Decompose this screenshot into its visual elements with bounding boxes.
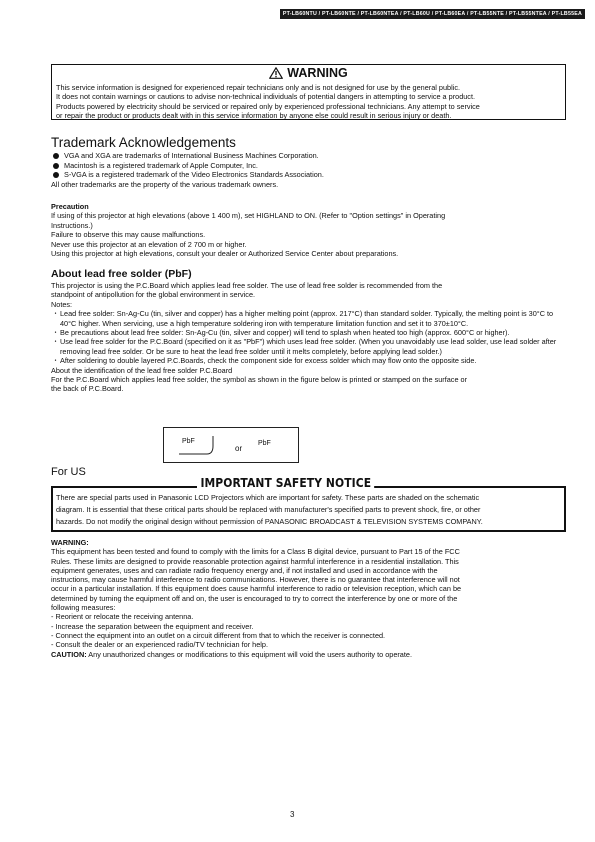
note-bullet-icon: ・ <box>51 328 60 338</box>
note-item <box>51 337 571 356</box>
fcc-warning-section <box>51 538 573 659</box>
lead-free-intro: standpoint of antipollution for the global environment in service. <box>51 290 256 300</box>
note-bullet-icon: ・ <box>51 337 60 347</box>
precaution-section <box>51 202 571 258</box>
warning-line: or repair the product or products dealt with in this service information by anyone else could result in serious injury or death. <box>56 110 452 120</box>
pbf-symbol-figure <box>163 427 299 463</box>
note-text: Use lead free solder for the P.C.Board (specified on it as "PbF") which uses lead free solder. (When you unavoidably use lead solder, use lead solder after removing lead free solder. Or be sure to heat the lead free solder until it melts completely, before applying lead solder.) <box>60 337 557 356</box>
lead-free-heading: About lead free solder (PbF) <box>51 268 192 280</box>
trademark-item <box>51 170 566 180</box>
fcc-measure: - Connect the equipment into an outlet on a circuit different from that to which the receiver is connected. <box>51 630 386 640</box>
precaution-title: Precaution <box>51 202 89 211</box>
model-numbers-header: PT-LB60NTU / PT-LB60NTE / PT-LB60NTEA / PT-LB60U / PT-LB60EA / PT-LB55NTE / PT-LB55NTEA / PT-LB55EA <box>280 9 585 19</box>
identification-line: For the P.C.Board which applies lead free solder, the symbol as shown in the figure below is printed or stamped on the surface or <box>51 375 468 385</box>
fcc-measure: - Consult the dealer or an experienced radio/TV technician for help. <box>51 640 269 650</box>
fcc-line: Rules. These limits are designed to provide reasonable protection against harmful interference in a residential installation. This <box>51 556 459 566</box>
pbf-label: PbF <box>182 438 195 445</box>
note-bullet-icon: ・ <box>51 356 60 366</box>
warning-box <box>51 64 566 120</box>
caution-text: Any unauthorized changes or modifications to this equipment will void the users authority to operate. <box>86 649 412 659</box>
fcc-line: instructions, may cause harmful interference to radio communications. However, there is no guarantee that interference will not <box>51 575 460 585</box>
fcc-caution <box>51 650 573 659</box>
for-us-label: For US <box>51 466 86 478</box>
fcc-line: equipment generates, uses and can radiate radio frequency energy and, if not installed and used in accordance with the <box>51 565 438 575</box>
fcc-title: WARNING: <box>51 538 89 547</box>
trademark-item-text: S-VGA is a registered trademark of the Video Electronics Standards Association. <box>64 170 324 180</box>
fcc-line: This equipment has been tested and found to comply with the limits for a Class B digital device, pursuant to Part 15 of the FCC <box>51 547 460 557</box>
notes-label: Notes: <box>51 299 73 309</box>
trademark-item-text: Macintosh is a registered trademark of Apple Computer, Inc. <box>64 160 258 170</box>
bullet-icon <box>53 153 59 159</box>
precaution-line: Instructions.) <box>51 220 93 230</box>
precaution-line: Never use this projector at an elevation of 2 700 m or higher. <box>51 239 247 249</box>
warning-text <box>52 83 565 120</box>
identification-line: the back of P.C.Board. <box>51 384 124 394</box>
precaution-line: If using of this projector at high elevations (above 1 400 m), set HIGHLAND to ON. (Refer to "Option settings" in Operating <box>51 211 446 221</box>
fcc-measure: - Increase the separation between the equipment and receiver. <box>51 621 254 631</box>
trademark-item-text: VGA and XGA are trademarks of International Business Machines Corporation. <box>64 151 319 160</box>
fcc-line: following measures: <box>51 603 116 613</box>
safety-notice-line: hazards. Do not modify the original design without permission of PANASONIC BROADCAST & TELEVISION SYSTEMS COMPANY. <box>56 517 483 526</box>
page-number: 3 <box>290 810 295 819</box>
note-text: Lead free solder: Sn-Ag-Cu (tin, silver and copper) has a higher melting point (approx. 217°C) than standard solder. Typically, the melting point is 30°C to 40°C higher. When servicing, use a high temperature soldering iron with temperature limitation function and set it to 370±10°C. <box>60 309 554 328</box>
fcc-line: determined by turning the equipment off and on, the user is encouraged to try to correct the interference by one or more of the <box>51 593 458 603</box>
note-item <box>51 309 571 328</box>
note-bullet-icon: ・ <box>51 309 60 319</box>
trademark-item <box>51 161 566 171</box>
fcc-line: occur in a particular installation. If this equipment does cause harmful interference to radio or television reception, which can be <box>51 584 462 594</box>
trademark-heading: Trademark Acknowledgements <box>51 135 236 150</box>
note-text: After soldering to double layered P.C.Boards, check the component side for excess solder which may flow onto the opposite side. <box>60 356 477 366</box>
safety-notice-text <box>56 492 564 528</box>
fcc-measure: - Reorient or relocate the receiving antenna. <box>51 612 194 622</box>
warning-line: This service information is designed for experienced repair technicians only and is not designed for use by the general public. <box>56 83 460 92</box>
trademark-footer: All other trademarks are the property of the various trademark owners. <box>51 180 279 190</box>
note-text: Be precautions about lead free solder: Sn-Ag-Cu (tin, silver and copper) will tend to splash when heated too high (approx. 600°C or higher). <box>60 328 510 338</box>
note-item <box>51 356 571 365</box>
safety-notice-title: IMPORTANT SAFETY NOTICE <box>197 475 375 491</box>
identification-line: About the identification of the lead free solder P.C.Board <box>51 365 233 375</box>
note-item <box>51 328 571 337</box>
safety-notice-line: There are special parts used in Panasonic LCD Projectors which are important for safety. These parts are shaded on the schematic <box>56 493 480 502</box>
trademark-item <box>51 151 566 161</box>
pbf-label: PbF <box>258 440 271 447</box>
warning-triangle-icon <box>269 67 283 83</box>
trademark-list <box>51 151 566 190</box>
or-label: or <box>235 444 243 453</box>
warning-title <box>52 66 565 83</box>
caution-label: CAUTION: <box>51 649 87 659</box>
precaution-line: Failure to observe this may cause malfunctions. <box>51 230 206 240</box>
lead-free-intro: This projector is using the P.C.Board which applies lead free solder. The use of lead free solder is recommended from the <box>51 281 443 290</box>
bullet-icon <box>53 163 59 169</box>
warning-line: It does not contain warnings or cautions to advise non-technical individuals of potential dangers in attempting to service a product. <box>56 92 476 102</box>
warning-line: Products powered by electricity should be serviced or repaired only by experienced professional technicians. Any attempt to service <box>56 101 480 111</box>
safety-notice-line: diagram. It is essential that these critical parts should be replaced with manufacturer's specified parts to prevent shock, fire, or other <box>56 505 481 514</box>
warning-title-text: WARNING <box>287 66 348 80</box>
lead-free-section <box>51 281 571 394</box>
bullet-icon <box>53 172 59 178</box>
precaution-line: Using this projector at high elevations, consult your dealer or Authorized Service Center about preparations. <box>51 249 399 259</box>
